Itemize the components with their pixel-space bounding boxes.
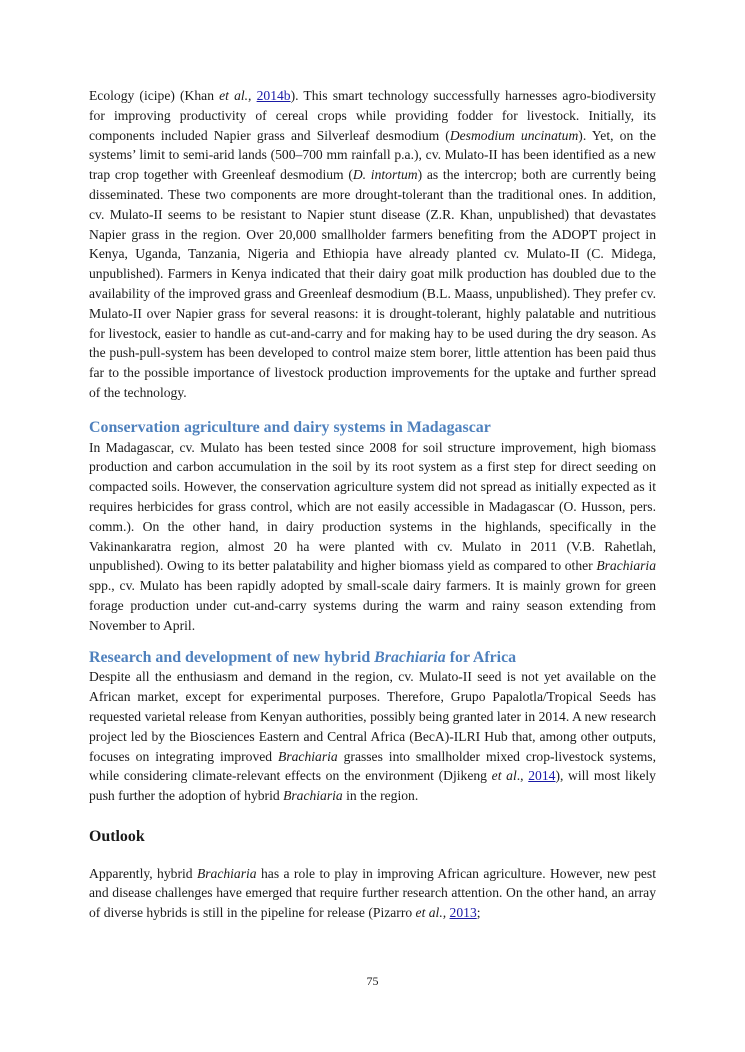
paragraph-outlook: Apparently, hybrid Brachiaria has a role to play in improving African agriculture. However, new pest and disease challenges have emerged that require further research attention. On the other hand, an array of diverse hybrids is still in the pipeline for release (Pizarro et al., 2013; [89,865,656,921]
genus-name: Brachiaria [374,648,446,666]
paragraph-research-development: Despite all the enthusiasm and demand in the region, cv. Mulato-II seed is not yet available on the African market, except for experimental purposes. Therefore, Grupo Papalotla/Tropical Seeds has requested varietal release from Kenyan authorities, possibly being granted later in 2014. A new research project led by the Biosciences Eastern and Central Africa (BecA)-ILRI Hub that, among other outputs, focuses on integrating improved Brachiaria grasses into smallholder mixed crop-livestock systems, while considering climate-relevant effects on the environment (Djikeng et al., 2014), will most likely push further the adoption of hybrid Brachiaria in the region. [89,669,656,804]
genus-name: Brachiaria [278,748,338,764]
citation-link-khan-2014b[interactable]: 2014b [256,88,291,103]
section-heading-conservation: Conservation agriculture and dairy systems in Madagascar [89,418,491,436]
citation-link-pizarro-2013[interactable]: 2013 [449,905,477,921]
species-name: D. intortum [352,167,418,183]
citation-et-al: et al., [415,905,447,921]
paragraph-push-pull: Ecology (icipe) (Khan et al., 2014b). This smart technology successfully harnesses agro-biodiversity for improving productivity of cereal crops while providing fodder for livestock. Initially, its components included Napier grass and Silverleaf desmodium (Desmodium uncinatum). Yet, on the systems’ limit to semi-arid lands (500–700 mm rainfall p.a.), cv. Mulato-II has been identified as a new trap crop together with Greenleaf desmodium (D. intortum) as the intercrop; both are currently being disseminated. These two components are more drought-tolerant than the traditional ones. In addition, cv. Mulato-II seems to be resistant to Napier stunt disease (Z.R. Khan, unpublished) that devastates Napier grass in the region. Over 20,000 smallholder farmers benefiting from the ADOPT project in Kenya, Uganda, Tanzania, Nigeria and Ethiopia have already planted cv. Mulato-II (C. Midega, unpublished). Farmers in Kenya indicated that their dairy goat milk production has doubled due to the availability of the improved grass and Greenleaf desmodium (B.L. Maass, unpublished). They prefer cv. Mulato-II over Napier grass for several reasons: it is drought-tolerant, highly palatable and nutritious for livestock, easier to handle as cut-and-carry and for making hay to be used during the dry season. As the push-pull-system has been developed to control maize stem borer, little attention has been paid thus far to the possible importance of livestock production improvements for the uptake and further spread of the technology. [89,88,656,400]
paragraph-madagascar: In Madagascar, cv. Mulato has been tested since 2008 for soil structure improvement, high biomass production and carbon accumulation in the soil by its root system as a first step for direct seeding on compacted soils. However, the conservation agriculture system did not spread as initially expected as it requires herbicides for grass control, which are not easily accessible in Madagascar (O. Husson, pers. comm.). On the other hand, in dairy production systems in the highlands, specifically in the Vakinankaratra region, almost 20 ha were planted with cv. Mulato in 2011 (V.B. Rahetlah, unpublished). Owing to its better palatability and higher biomass yield as compared to other Brachiaria spp., cv. Mulato has been rapidly adopted by small-scale dairy farmers. It is mainly grown for green forage production under cut-and-carry systems during the warm and rainy season extending from November to April. [89,439,656,633]
citation-link-djikeng-2014[interactable]: 2014 [528,768,556,784]
page-number: 75 [366,974,379,988]
citation-et-al: et al., [219,88,252,103]
genus-name: Brachiaria [283,788,343,804]
section-heading-outlook: Outlook [89,827,145,845]
genus-name: Brachiaria [196,865,257,881]
genus-name: Brachiaria [596,558,656,574]
species-name: Desmodium uncinatum [449,127,579,143]
citation-et-al: et al [491,768,517,784]
document-body [89,86,656,923]
section-heading-research-development: Research and development of new hybrid Brachiaria for Africa [89,648,517,666]
